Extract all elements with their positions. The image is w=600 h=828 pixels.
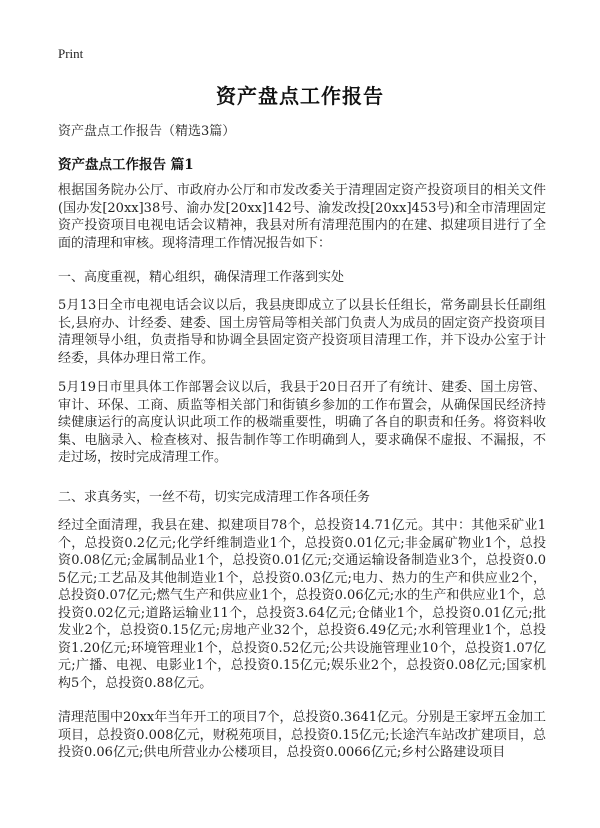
paragraph-leadership: 5月13日全市电视电话会议以后，我县庚即成立了以县长任组长，常务副县长任副组长,县府办、计经委、建委、国土房管局等相关部门负责人为成员的固定资产投资项目清理领导小组，负责指导和协调全县固定资产投资项目清理工作，并下设办公室于计经委，具体办理日常工作。 bbox=[58, 298, 546, 366]
paragraph-new-projects: 清理范围中20xx年当年开工的项目7个，总投资0.3641亿元。分别是王家坪五金加工项目，总投资0.008亿元，财税苑项目，总投资0.15亿元;长途汽车站改扩建项目，总投资0.06亿元;供电所营业办公楼项目，总投资0.0066亿元;乡村公路建设项目 bbox=[58, 710, 546, 760]
print-link[interactable]: Print bbox=[58, 46, 84, 61]
section-title: 资产盘点工作报告 篇1 bbox=[58, 157, 194, 173]
paragraph-intro: 根据国务院办公厅、市政府办公厅和市发改委关于清理固定资产投资项目的相关文件(国办发[20xx]38号、渝办发[20xx]142号、渝发改投[20xx]453号)和全市清理固定资产投资项目电视电话会议精神，我县对所有清理范围内的在建、拟建项目进行了全面的清理和审核。现将清理工作情况报告如下： bbox=[58, 183, 546, 251]
heading-tasks: 二、求真务实，一丝不苟，切实完成清理工作各项任务 bbox=[58, 490, 371, 505]
page-title: 资产盘点工作报告 bbox=[216, 84, 384, 108]
heading-organize: 一、高度重视，精心组织，确保清理工作落到实处 bbox=[58, 270, 345, 285]
paragraph-deployment: 5月19日市里具体工作部署会议以后，我县于20日召开了有统计、建委、国土房管、审计、环保、工商、质监等相关部门和街镇乡参加的工作布置会，从确保国民经济持续健康运行的高度认识此项工作的极端重要性，明确了各自的职责和任务。将资料收集、电脑录入、检查核对、报告制作等工作明确到人，要求确保不虚报、不漏报，不走过场，按时完成清理工作。 bbox=[58, 380, 546, 465]
document-subtitle: 资产盘点工作报告（精选3篇） bbox=[58, 124, 236, 139]
paragraph-statistics: 经过全面清理，我县在建、拟建项目78个，总投资14.71亿元。其中：其他采矿业1个，总投资0.2亿元;化学纤维制造业1个，总投资0.01亿元;非金属矿物业1个，总投资0.08亿元;金属制品业1个，总投资0.01亿元;交通运输设备制造业3个，总投资0.05亿元;工艺品及其他制造业1个，总投资0.03亿元;电力、热力的生产和供应业2个，总投资0.07亿元;燃气生产和供应业1个，总投资0.06亿元;水的生产和供应业1个，总投资0.02亿元;道路运输业11个，总投资3.64亿元;仓储业1个，总投资0.01亿元;批发业2个，总投资0.15亿元;房地产业32个，总投资6.49亿元;水利管理业1个，总投资1.20亿元;环境管理业1个，总投资0.52亿元;公共设施管理业10个，总投资1.07亿元;广播、电视、电影业1个，总投资0.15亿元;娱乐业2个，总投资0.08亿元;国家机构5个，总投资0.88亿元。 bbox=[58, 518, 546, 691]
